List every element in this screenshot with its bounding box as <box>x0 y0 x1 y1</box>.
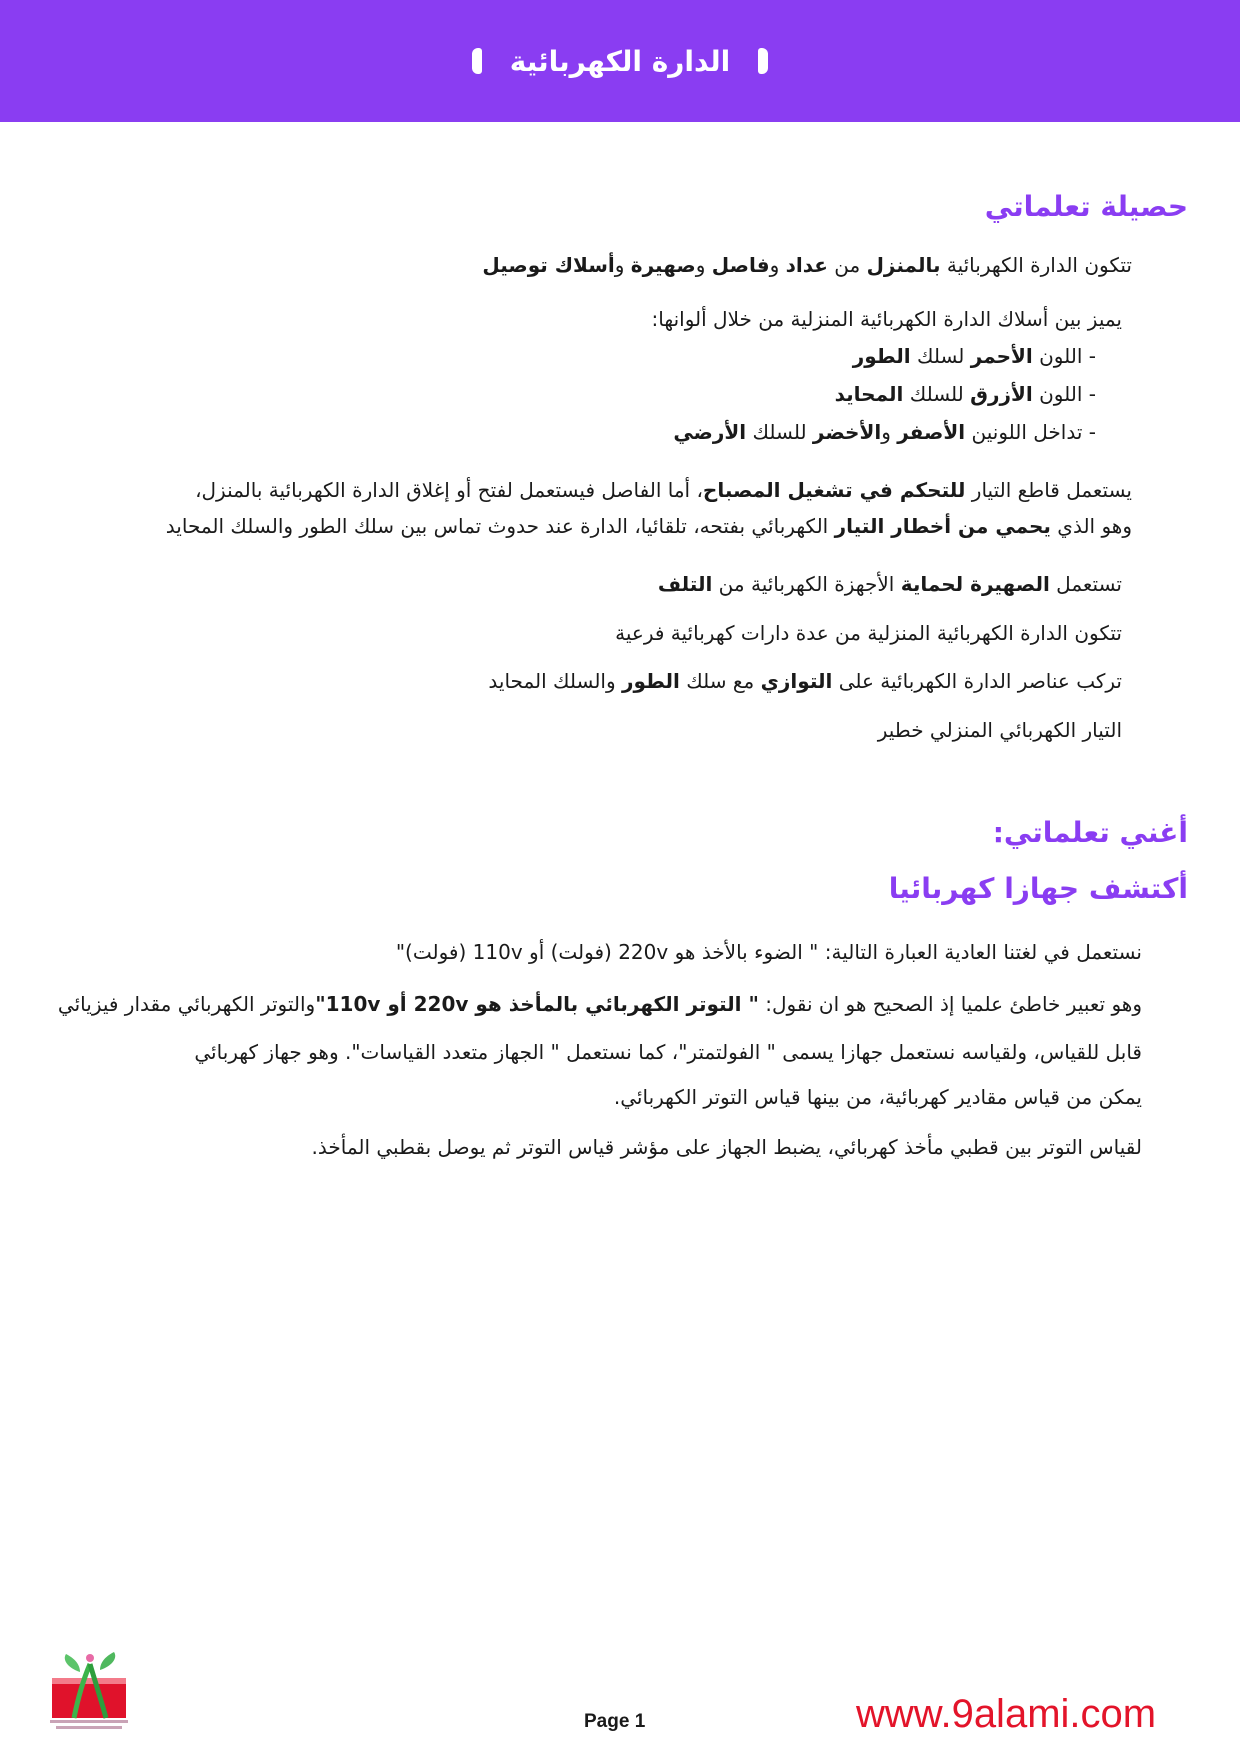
summary-line <box>195 477 1132 504</box>
bold-term: الطور <box>622 669 680 693</box>
bold-term: الأرضي <box>673 420 747 444</box>
text-segment: لسلك <box>910 344 971 368</box>
text-segment: وهو الذي <box>1050 514 1132 538</box>
text-segment: - اللون <box>1032 382 1096 406</box>
page-number: Page 1 <box>584 1711 646 1732</box>
section-heading-summary: حصيلة تعلماتي <box>984 190 1188 223</box>
text-segment: تستعمل <box>1049 572 1122 596</box>
text-segment: و <box>769 253 786 277</box>
text-segment: لقياس التوتر بين قطبي مأخذ كهربائي، يضبط الجهاز على مؤشر قياس التوتر ثم يوصل بقطبي المأخذ. <box>311 1135 1142 1159</box>
bold-term: التلف <box>657 572 713 596</box>
text-segment: - اللون <box>1032 344 1096 368</box>
text-segment: مع سلك <box>679 669 761 693</box>
discover-line <box>58 991 1142 1018</box>
text-segment: نستعمل في لغتنا العادية العبارة التالية: " الضوء بالأخذ هو 220v (فولت) أو 110v (فولت)" <box>395 940 1142 964</box>
bold-term: أسلاك توصيل <box>482 253 615 277</box>
bold-term: الطور <box>852 344 911 368</box>
bold-term: الصهيرة لحماية <box>900 572 1050 596</box>
bold-term: " التوتر الكهربائي بالمأخذ هو 220v أو 110v" <box>315 992 759 1016</box>
discover-line <box>614 1084 1142 1111</box>
discover-line <box>194 1039 1142 1066</box>
text-segment: والسلك المحايد <box>488 669 622 693</box>
discover-line <box>312 1134 1143 1161</box>
bold-term: صهيرة <box>630 253 696 277</box>
summary-line <box>482 252 1132 279</box>
text-segment: و <box>695 253 712 277</box>
text-segment: قابل للقياس، ولقياسه نستعمل جهازا يسمى " الفولتمتر"، كما نستعمل " الجهاز متعدد القياسات". وهو جهاز كهربائي <box>194 1040 1142 1064</box>
summary-line <box>835 381 1096 408</box>
text-segment: للسلك <box>746 420 813 444</box>
bold-term: المحايد <box>834 382 904 406</box>
summary-line <box>488 668 1122 695</box>
page-title: الدارة الكهربائية <box>509 44 731 78</box>
header-left-bracket-icon <box>472 48 482 74</box>
text-segment: و <box>614 253 631 277</box>
discover-line <box>396 939 1142 966</box>
text-segment: يمكن من قياس مقادير كهربائية، من بينها قياس التوتر الكهربائي. <box>613 1085 1142 1109</box>
text-segment: وهو تعبير خاطئ علميا إذ الصحيح هو ان نقول: <box>758 992 1142 1016</box>
text-segment: من <box>827 253 867 277</box>
section-heading-discover: أكتشف جهازا كهربائيا <box>888 872 1188 905</box>
academy-logo <box>44 1648 134 1732</box>
section-heading-enrich: أغني تعلماتي: <box>992 816 1188 849</box>
text-segment: والتوتر الكهربائي مقدار فيزيائي <box>57 992 316 1016</box>
text-segment: ، أما الفاصل فيستعمل لفتح أو إغلاق الدارة الكهربائية بالمنزل، <box>195 478 703 502</box>
header <box>0 0 1240 122</box>
summary-line <box>166 513 1132 540</box>
text-segment: يستعمل قاطع التيار <box>965 478 1132 502</box>
bold-term: الأصفر <box>897 420 966 444</box>
text-segment: للسلك <box>903 382 971 406</box>
summary-line <box>673 419 1096 446</box>
bold-term: الأزرق <box>970 382 1033 406</box>
bold-term: بالمنزل <box>866 253 941 277</box>
bold-term: التوازي <box>760 669 833 693</box>
text-segment: الكهربائي بفتحه، تلقائيا، الدارة عند حدوث تماس بين سلك الطور والسلك المحايد <box>165 514 835 538</box>
text-segment: و <box>881 420 898 444</box>
text-segment: تتكون الدارة الكهربائية <box>940 253 1132 277</box>
bold-term: الأخضر <box>812 420 882 444</box>
bold-term: الأحمر <box>970 344 1033 368</box>
bold-term: للتحكم في تشغيل المصباح <box>702 478 966 502</box>
bold-term: يحمي من أخطار التيار <box>834 514 1051 538</box>
bold-term: عداد <box>785 253 828 277</box>
text-segment: - تداخل اللونين <box>965 420 1096 444</box>
text-segment: تركب عناصر الدارة الكهربائية على <box>832 669 1122 693</box>
summary-line <box>652 306 1122 333</box>
text-segment: تتكون الدارة الكهربائية المنزلية من عدة دارات كهربائية فرعية <box>615 621 1122 645</box>
summary-line <box>615 620 1122 647</box>
website-url: www.9alami.com <box>856 1692 1157 1736</box>
text-segment: يميز بين أسلاك الدارة الكهربائية المنزلية من خلال ألوانها: <box>651 307 1122 331</box>
text-segment: الأجهزة الكهربائية من <box>712 572 901 596</box>
summary-line <box>878 717 1122 744</box>
summary-line <box>658 571 1122 598</box>
bold-term: فاصل <box>711 253 770 277</box>
text-segment: التيار الكهربائي المنزلي خطير <box>877 718 1122 742</box>
summary-line <box>853 343 1096 370</box>
header-right-bracket-icon <box>758 48 768 74</box>
